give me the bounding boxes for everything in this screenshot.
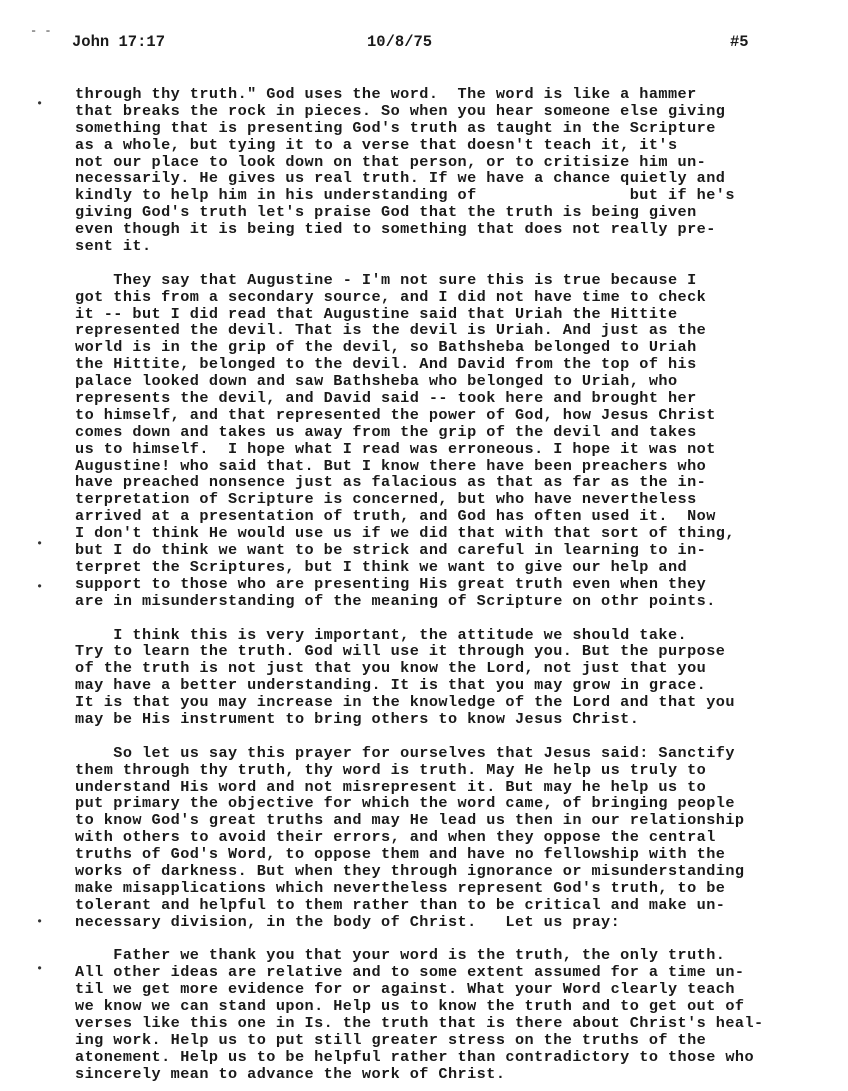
text-line: even though it is being tied to something that does not really pre- [75,220,716,239]
text-line: I don't think He would use us if we did that with that sort of thing, [75,524,735,543]
text-line: got this from a secondary source, and I did not have time to check [75,287,707,306]
text-line: sincerely mean to advance the work of Christ. [75,1064,506,1083]
text-line: it -- but I did read that Augustine said that Uriah the Hittite [75,304,678,323]
text-line: Father we thank you that your word is the truth, the only truth. [75,946,726,965]
text-line: may have a better understanding. It is that you may grow in grace. [75,676,707,695]
text-line: the Hittite, belonged to the devil. And David from the top of his [75,355,697,374]
text-line: with others to avoid their errors, and when they oppose the central [75,828,716,847]
text-line: represented the devil. That is the devil is Uriah. And just as the [75,321,707,340]
paragraph [75,272,835,610]
scripture-reference: John 17:17 [72,33,166,51]
text-line: til we get more evidence for or against. What your Word clearly teach [75,980,735,999]
text-line: us to himself. I hope what I read was erroneous. I hope it was not [75,439,716,458]
text-line: through thy truth." God uses the word. The word is like a hammer [75,85,697,103]
margin-mark: • [36,580,44,594]
text-line: to know God's great truths and may He lead us then in our relationship [75,811,745,830]
text-line: represents the devil, and David said -- took here and brought her [75,389,697,408]
text-line: sent it. [75,237,152,256]
text-line: make misapplications which nevertheless represent God's truth, to be [75,878,726,897]
text-line: put primary the objective for which the word came, of bringing people [75,794,735,813]
text-line: of the truth is not just that you know the Lord, not just that you [75,659,707,678]
text-line: support to those who are presenting His great truth even when they [75,574,707,593]
text-line: world is in the grip of the devil, so Bathsheba belonged to Uriah [75,338,697,357]
body-text [75,86,835,1083]
text-line: tolerant and helpful to them rather than to be critical and make un- [75,895,726,914]
margin-mark: • [36,97,44,111]
text-line: to himself, and that represented the power of God, how Jesus Christ [75,405,716,424]
margin-mark: • [36,962,44,976]
text-line: have preached nonsence just as falacious as that as far as the in- [75,473,707,492]
paragraph [75,947,835,1082]
paragraph [75,627,835,728]
page-date: 10/8/75 [367,33,433,51]
paragraph [75,86,835,255]
text-line: Try to learn the truth. God will use it through you. But the purpose [75,642,726,661]
page-number: #5 [730,33,749,51]
margin-mark: • [36,915,44,929]
text-line: we know we can stand upon. Help us to know the truth and to get out of [75,997,745,1016]
text-line: comes down and takes us away from the grip of the devil and takes [75,422,697,441]
text-line: may be His instrument to bring others to know Jesus Christ. [75,709,640,728]
text-line: necessarily. He gives us real truth. If we have a chance quietly and [75,169,726,188]
text-line: understand His word and not misrepresent it. But may he help us to [75,777,707,796]
text-line: kindly to help him in his understanding of but if he's [75,186,735,205]
paragraph [75,745,835,931]
text-line: not our place to look down on that person, or to critisize him un- [75,152,707,171]
text-line: but I do think we want to be strick and careful in learning to in- [75,541,707,560]
text-line: them through thy truth, thy word is truth. May He help us truly to [75,760,707,779]
text-line: All other ideas are relative and to some extent assumed for a time un- [75,963,745,982]
text-line: arrived at a presentation of truth, and God has often used it. Now [75,507,716,526]
text-line: are in misunderstanding of the meaning of Scripture on othr points. [75,591,716,610]
text-line: I think this is very important, the attitude we should take. [75,625,688,644]
text-line: truths of God's Word, to oppose them and have no fellowship with the [75,845,726,864]
text-line: terpret the Scriptures, but I think we want to give our help and [75,557,688,576]
text-line: It is that you may increase in the knowledge of the Lord and that you [75,693,735,712]
text-line: palace looked down and saw Bathsheba who belonged to Uriah, who [75,372,678,391]
text-line: atonement. Help us to be helpful rather than contradictory to those who [75,1047,755,1066]
text-line: something that is presenting God's truth as taught in the Scripture [75,118,716,137]
text-line: that breaks the rock in pieces. So when you hear someone else giving [75,101,726,120]
text-line: So let us say this prayer for ourselves that Jesus said: Sanctify [75,743,735,762]
text-line: Augustine! who said that. But I know there have been preachers who [75,456,707,475]
text-line: terpretation of Scripture is concerned, but who have nevertheless [75,490,697,509]
margin-mark: • [36,537,44,551]
text-line: ing work. Help us to put still greater stress on the truths of the [75,1030,707,1049]
text-line: giving God's truth let's praise God that the truth is being given [75,203,697,222]
text-line: as a whole, but tying it to a verse that doesn't teach it, it's [75,135,678,154]
margin-mark: - - [30,24,52,38]
text-line: They say that Augustine - I'm not sure this is true because I [75,270,697,289]
text-line: necessary division, in the body of Christ. Let us pray: [75,912,621,931]
text-line: works of darkness. But when they through ignorance or misunderstanding [75,861,745,880]
text-line: verses like this one in Is. the truth that is there about Christ's heal- [75,1013,764,1032]
